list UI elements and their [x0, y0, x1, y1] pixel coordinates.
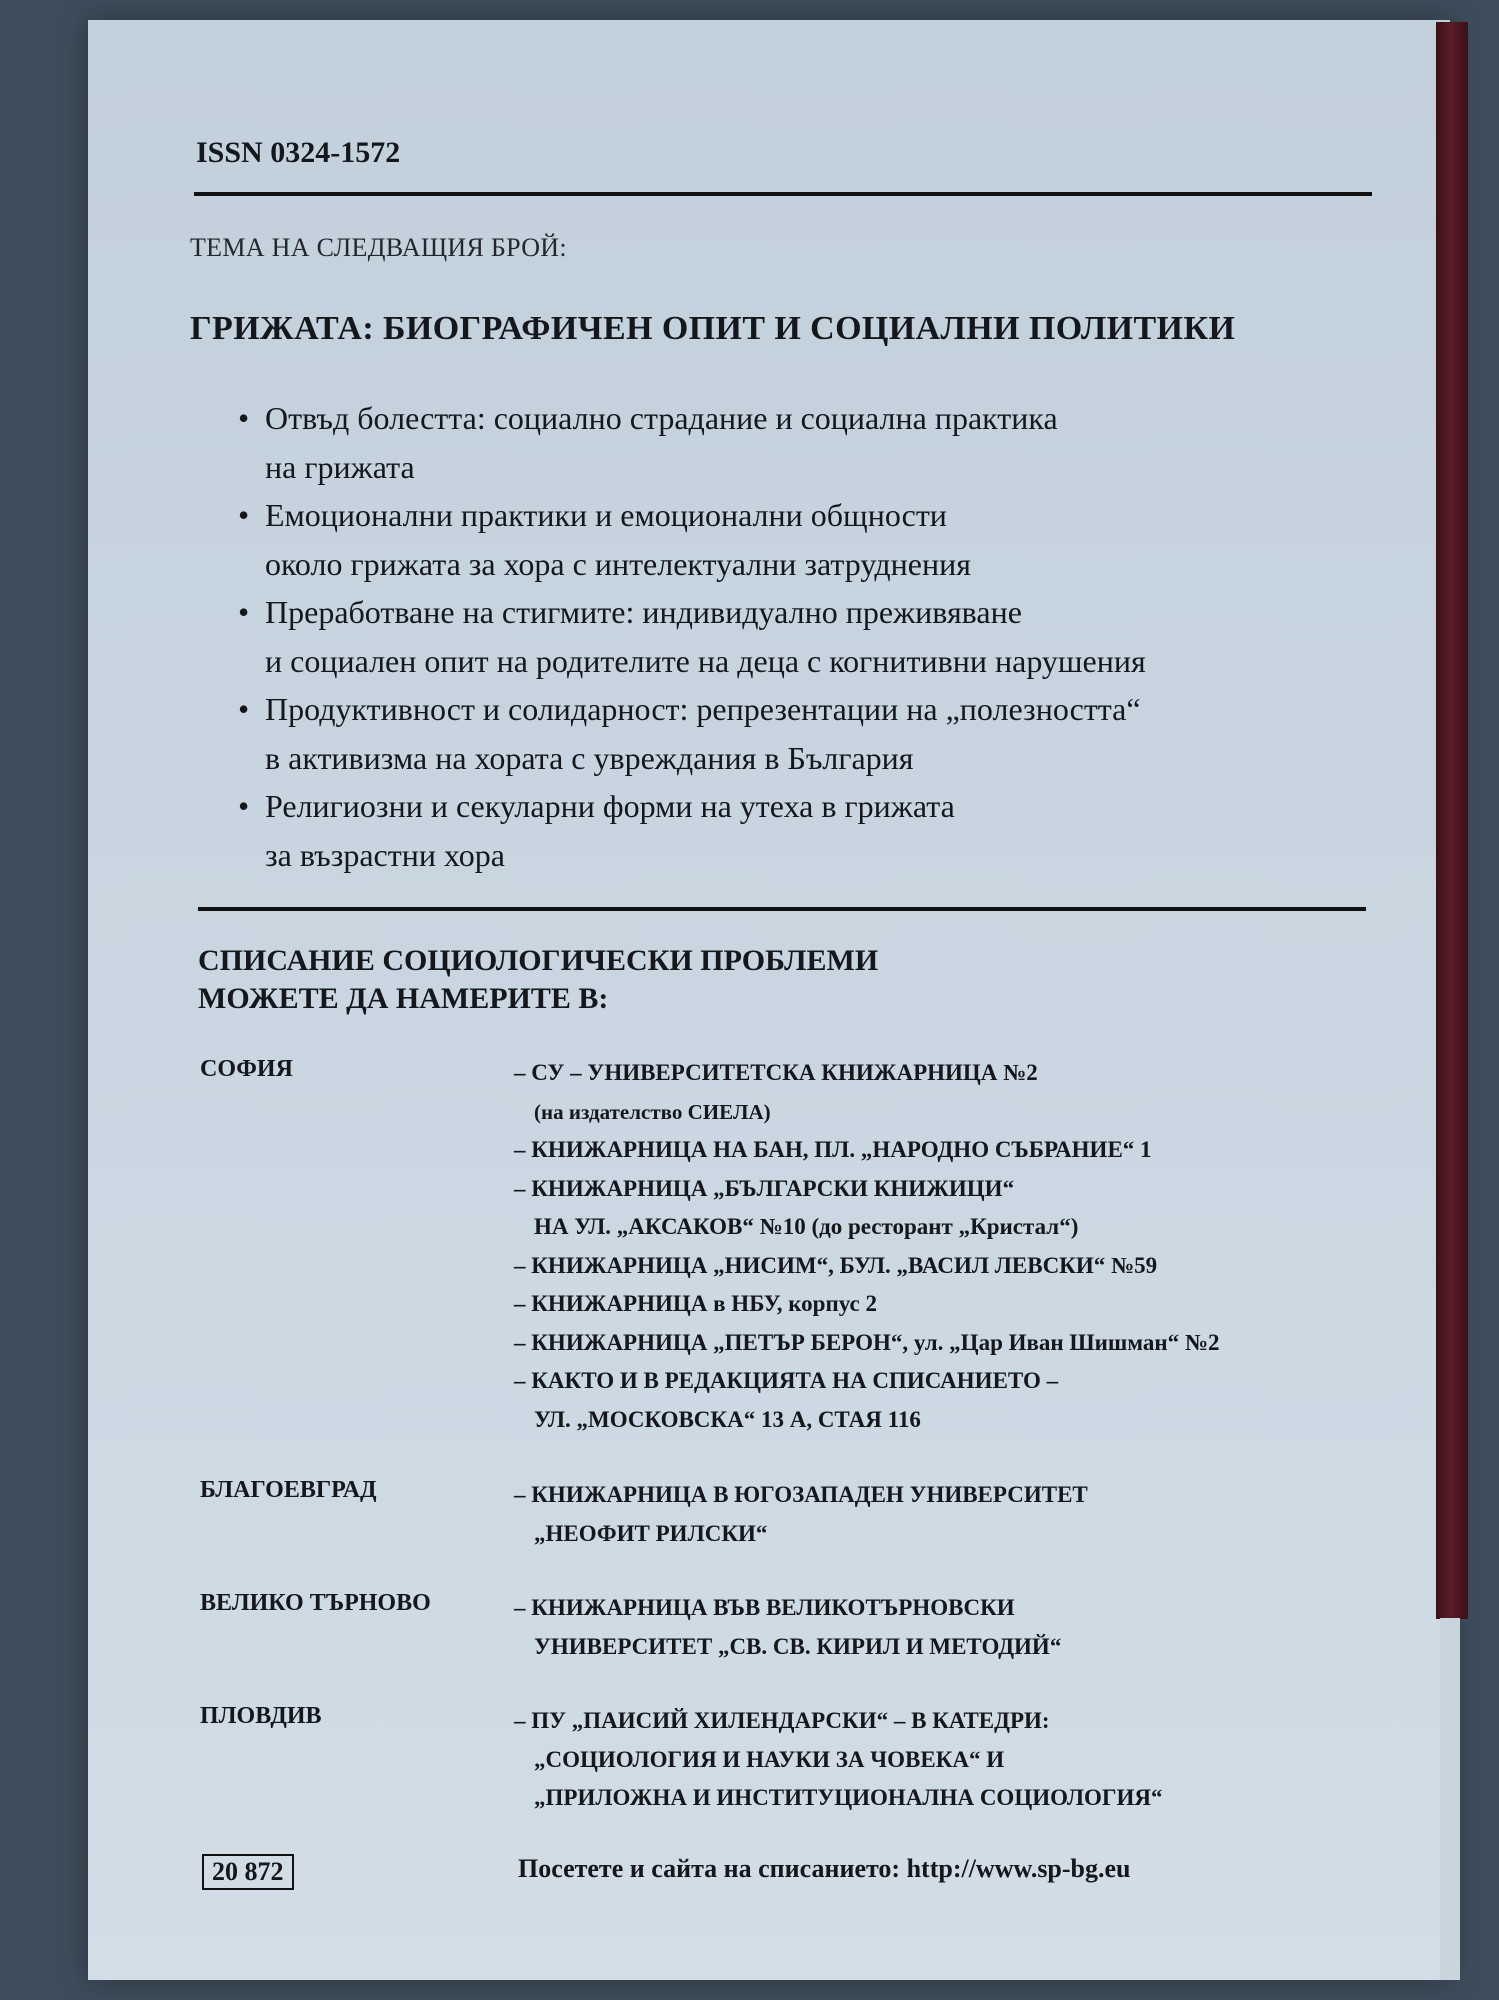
location-line: – КНИЖАРНИЦА в НБУ, корпус 2 [514, 1291, 877, 1316]
plovdiv-locations [514, 1702, 1163, 1818]
top-divider [194, 192, 1372, 196]
location-line: – СУ – УНИВЕРСИТЕТСКА КНИЖАРНИЦА №2 [514, 1060, 1038, 1085]
middle-divider [198, 907, 1366, 911]
location-line: (на издателство СИЕЛА) [534, 1099, 771, 1124]
bullet-icon: • [238, 691, 250, 727]
city-blagoevgrad: БЛАГОЕВГРАД [200, 1477, 377, 1503]
next-issue-label: ТЕМА НА СЛЕДВАЩИЯ БРОЙ: [190, 233, 567, 262]
location-line: „ПРИЛОЖНА И ИНСТИТУЦИОНАЛНА СОЦИОЛОГИЯ“ [534, 1785, 1163, 1810]
location-line: – КАКТО И В РЕДАКЦИЯТА НА СПИСАНИЕТО – [514, 1368, 1059, 1393]
location-line: УНИВЕРСИТЕТ „СВ. СВ. КИРИЛ И МЕТОДИЙ“ [534, 1633, 1062, 1659]
veliko-tarnovo-locations [514, 1589, 1061, 1666]
location-line: „СОЦИОЛОГИЯ И НАУКИ ЗА ЧОВЕКА“ И [534, 1746, 1005, 1772]
sofia-locations [514, 1054, 1219, 1439]
city-veliko-tarnovo: ВЕЛИКО ТЪРНОВО [200, 1590, 431, 1616]
bullet-icon: • [238, 400, 250, 436]
bullet-icon: • [238, 497, 250, 533]
bullet-icon: • [238, 594, 250, 630]
location-line: „НЕОФИТ РИЛСКИ“ [534, 1520, 768, 1546]
page-edge [1440, 1618, 1460, 1980]
location-line: УЛ. „МОСКОВСКА“ 13 А, СТАЯ 116 [534, 1406, 921, 1432]
next-issue-topic-title: ГРИЖАТА: БИОГРАФИЧЕН ОПИТ И СОЦИАЛНИ ПОЛИТИКИ [190, 310, 1236, 347]
location-line: – КНИЖАРНИЦА „НИСИМ“, БУЛ. „ВАСИЛ ЛЕВСКИ“ №59 [514, 1252, 1158, 1278]
location-line: – КНИЖАРНИЦА „БЪЛГАРСКИ КНИЖИЦИ“ [514, 1175, 1015, 1201]
city-plovdiv: ПЛОВДИВ [200, 1703, 322, 1729]
topic-item: • Емоционални практики и емоционални общности около грижата за хора с интелектуални затруднения [238, 491, 1146, 588]
location-line: – КНИЖАРНИЦА НА БАН, ПЛ. „НАРОДНО СЪБРАНИЕ“ 1 [514, 1137, 1152, 1162]
location-line: НА УЛ. „АКСАКОВ“ №10 (до ресторант „Кристал“) [534, 1214, 1079, 1239]
location-line: – КНИЖАРНИЦА ВЪВ ВЕЛИКОТЪРНОВСКИ [514, 1595, 1015, 1620]
blagoevgrad-locations [514, 1476, 1088, 1553]
location-line: – ПУ „ПАИСИЙ ХИЛЕНДАРСКИ“ – В КАТЕДРИ: [514, 1708, 1050, 1733]
topic-item: • Религиозни и секуларни форми на утеха в грижата за възрастни хора [238, 782, 1146, 879]
where-to-find-heading: СПИСАНИЕ СОЦИОЛОГИЧЕСКИ ПРОБЛЕМИ МОЖЕТЕ ДА НАМЕРИТЕ В: [198, 944, 879, 1015]
website-line: Посетете и сайта на списанието: http://www.sp-bg.eu [518, 1854, 1131, 1883]
location-line: – КНИЖАРНИЦА В ЮГОЗАПАДЕН УНИВЕРСИТЕТ [514, 1482, 1088, 1507]
topic-item: • Преработване на стигмите: индивидуално преживяване и социален опит на родителите на деца с когнитивни нарушения [238, 588, 1146, 685]
product-code-box: 20 872 [202, 1854, 294, 1890]
location-line: – КНИЖАРНИЦА „ПЕТЪР БЕРОН“, ул. „Цар Иван Шишман“ №2 [514, 1329, 1220, 1355]
issn-number: ISSN 0324-1572 [196, 136, 401, 169]
topic-list [238, 394, 1146, 879]
bullet-icon: • [238, 788, 250, 824]
topic-item: • Продуктивност и солидарност: репрезентации на „полезността“ в активизма на хората с увреждания в България [238, 685, 1146, 782]
topic-item: • Отвъд болестта: социално страдание и социална практика на грижата [238, 394, 1146, 491]
city-sofia: СОФИЯ [200, 1056, 293, 1082]
book-spine [1436, 22, 1468, 1619]
